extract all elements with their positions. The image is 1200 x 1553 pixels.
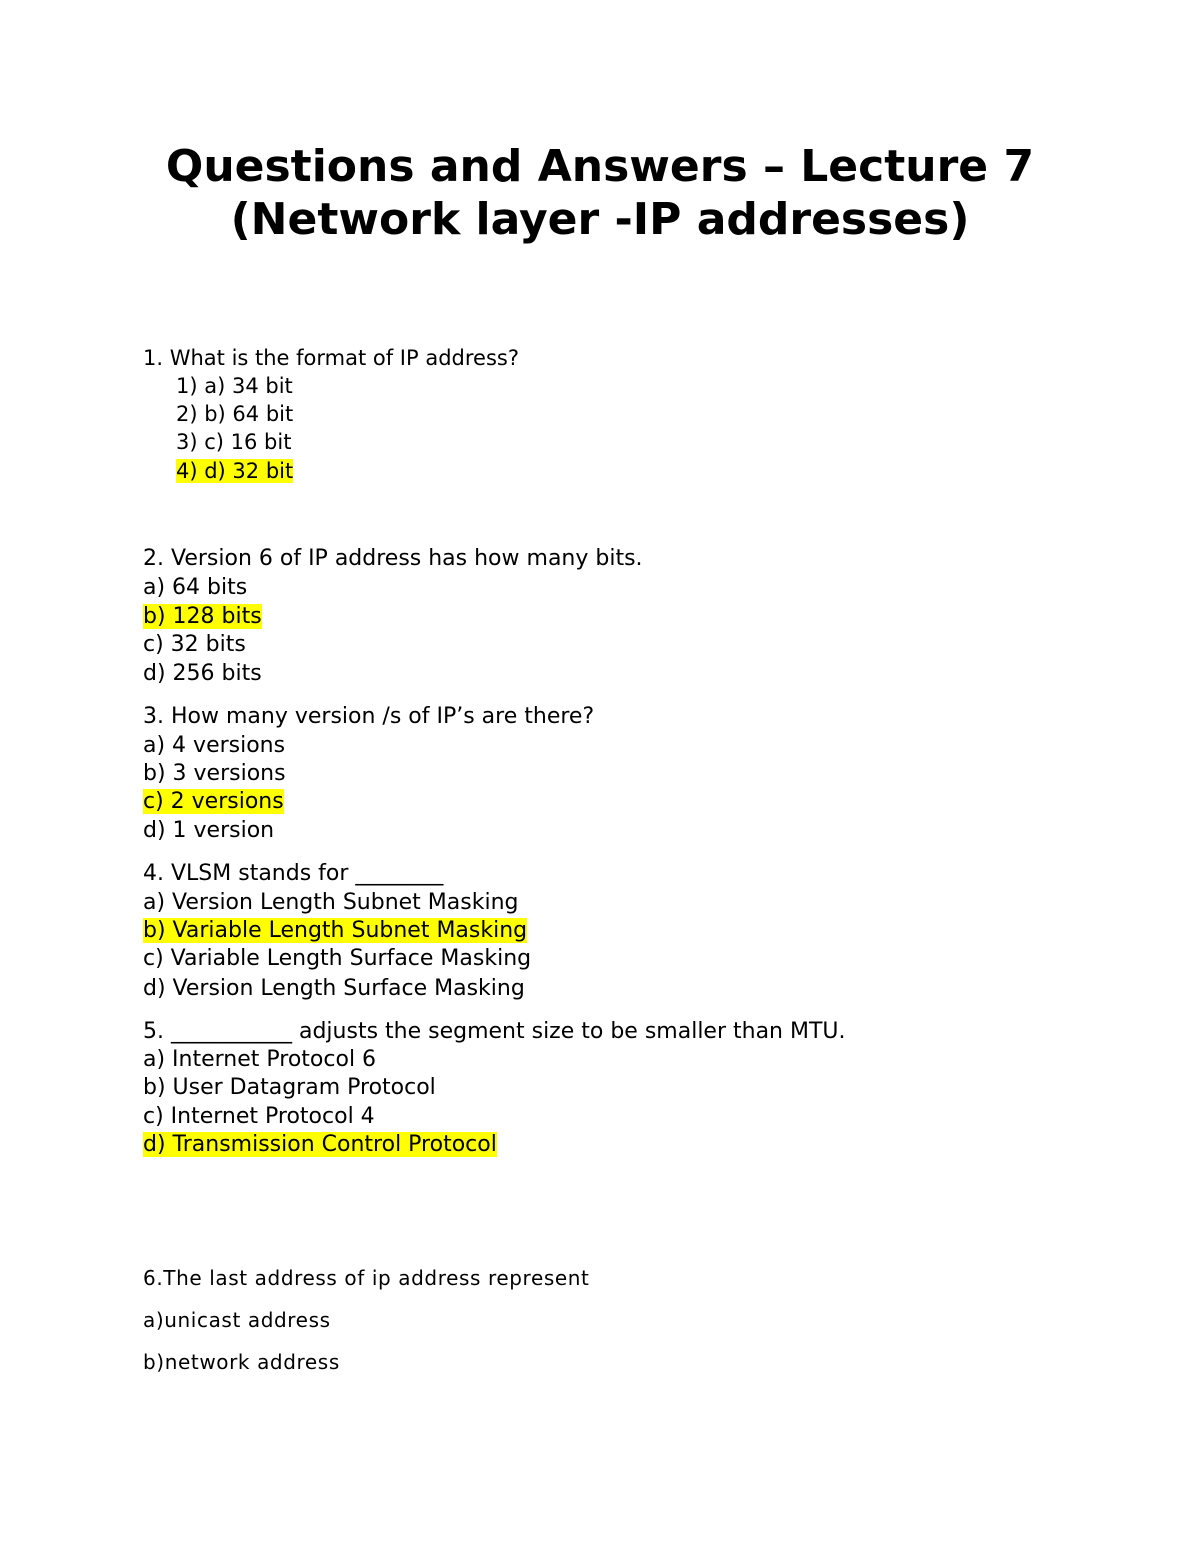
question-5-option-d-answer bbox=[143, 1131, 497, 1159]
question-2-option-b-answer bbox=[143, 603, 262, 631]
question-1-option-d-answer bbox=[176, 457, 293, 485]
question-6-option-a: a)unicast address bbox=[143, 1308, 331, 1332]
question-3-option-c-answer bbox=[143, 788, 284, 816]
question-3: 3. How many version /s of IP’s are there? bbox=[143, 704, 595, 729]
question-2: 2. Version 6 of IP address has how many bits. bbox=[143, 546, 643, 571]
question-3-option-a: a) 4 versions bbox=[143, 733, 286, 758]
question-5-option-c: c) Internet Protocol 4 bbox=[143, 1104, 375, 1129]
answer-highlight: b) Variable Length Subnet Masking bbox=[143, 918, 528, 943]
question-1-option-b: 2) b) 64 bit bbox=[176, 402, 294, 426]
question-2-option-a: a) 64 bits bbox=[143, 575, 248, 600]
question-5-option-b: b) User Datagram Protocol bbox=[143, 1075, 436, 1100]
question-2-option-d: d) 256 bits bbox=[143, 661, 262, 686]
answer-highlight: c) 2 versions bbox=[143, 789, 284, 814]
question-1-option-a: 1) a) 34 bit bbox=[176, 374, 293, 398]
title-line-2: (Network layer -IP addresses) bbox=[230, 194, 970, 245]
question-5-option-a: a) Internet Protocol 6 bbox=[143, 1047, 377, 1072]
question-4: 4. VLSM stands for ________ bbox=[143, 861, 444, 886]
question-6: 6.The last address of ip address represent bbox=[143, 1266, 590, 1290]
question-1: 1. What is the format of IP address? bbox=[143, 346, 519, 370]
answer-highlight: b) 128 bits bbox=[143, 604, 262, 629]
question-5: 5. ___________ adjusts the segment size to be smaller than MTU. bbox=[143, 1019, 846, 1044]
question-6-option-b: b)network address bbox=[143, 1350, 340, 1374]
question-1-option-c: 3) c) 16 bit bbox=[176, 430, 292, 454]
page-title bbox=[0, 140, 1200, 246]
question-4-option-c: c) Variable Length Surface Masking bbox=[143, 946, 532, 971]
question-3-option-b: b) 3 versions bbox=[143, 761, 286, 786]
question-4-option-d: d) Version Length Surface Masking bbox=[143, 976, 525, 1001]
question-4-option-a: a) Version Length Subnet Masking bbox=[143, 890, 519, 915]
answer-highlight: d) Transmission Control Protocol bbox=[143, 1132, 497, 1157]
title-line-1: Questions and Answers – Lecture 7 bbox=[165, 141, 1035, 192]
question-4-option-b-answer bbox=[143, 917, 527, 945]
question-3-option-d: d) 1 version bbox=[143, 818, 275, 843]
question-2-option-c: c) 32 bits bbox=[143, 632, 246, 657]
answer-highlight: 4) d) 32 bit bbox=[176, 459, 294, 483]
